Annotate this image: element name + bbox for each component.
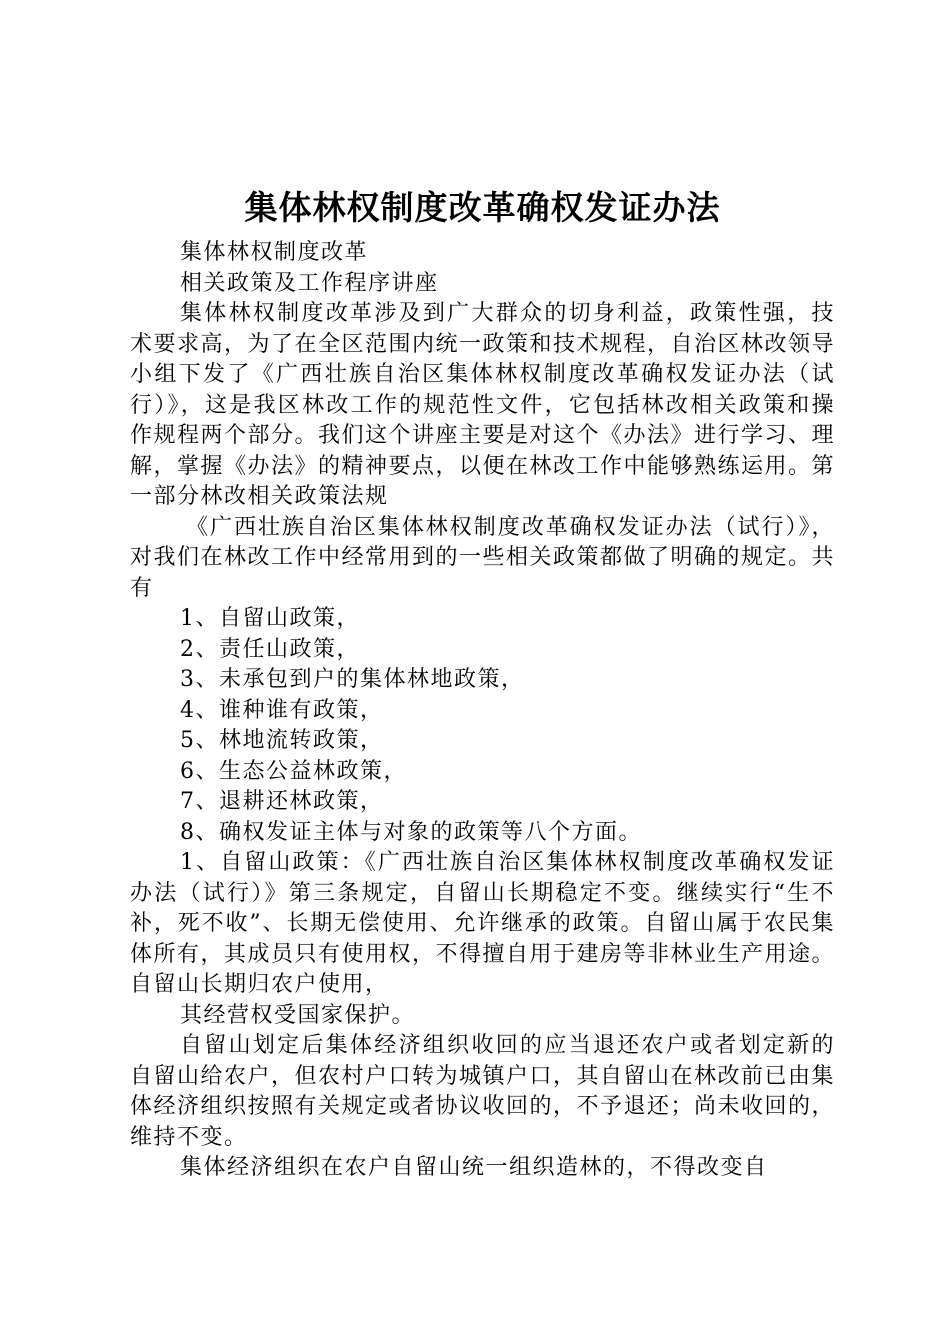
document-title: 集体林权制度改革确权发证办法 [244,188,721,227]
list-item: 3、未承包到户的集体林地政策， [180,667,525,692]
policy-paragraph: 自留山划定后集体经济组织收回的应当退还农户或者划定新的自留山给农户，但农村户口转为城镇户口，其自留山在林改前已由集体经济组织按照有关规定或者协议收回的，不予退还；尚未收回的，维持不变。 [130,1033,836,1150]
overview-paragraph: 《广西壮族自治区集体林权制度改革确权发证办法（试行）》，对我们在林改工作中经常用到的一些相关政策都做了明确的规定。共有 [130,514,836,601]
list-item: 8、确权发证主体与对象的政策等八个方面。 [180,819,642,845]
subtitle-line-2: 相关政策及工作程序讲座 [180,270,439,296]
document-body [130,238,835,1184]
list-item: 2、责任山政策， [180,636,360,662]
list-item: 1、自留山政策， [180,606,360,631]
list-item: 4、谁种谁有政策， [180,697,384,723]
list-item: 5、林地流转政策， [180,728,384,753]
policy-paragraph: 1、自留山政策：《广西壮族自治区集体林权制度改革确权发证办法（试行）》第三条规定，自留山长期稳定不变。继续实行“生不补，死不收”、长期无偿使用、允许继承的政策。自留山属于农民集体所有，其成员只有使用权，不得擅自用于建房等非林业生产用途。自留山长期归农户使用， [130,850,836,997]
list-item: 6、生态公益林政策， [180,758,407,784]
subtitle-line-1: 集体林权制度改革 [180,240,369,265]
policy-paragraph: 集体经济组织在农户自留山统一组织造林的，不得改变自 [180,1155,768,1180]
intro-paragraph: 集体林权制度改革涉及到广大群众的切身利益，政策性强，技术要求高，为了在全区范围内统一政策和技术规程，自治区林改领导小组下发了《广西壮族自治区集体林权制度改革确权发证办法（试行）》，这是我区林改工作的规范性文件，它包括林改相关政策和操作规程两个部分。我们这个讲座主要是对这个《办法》进行学习、理解，掌握《办法》的精神要点，以便在林改工作中能够熟练运用。第一部分林改相关政策法规 [130,301,836,509]
policy-paragraph: 其经营权受国家保护。 [180,1002,416,1028]
document-page [130,182,835,1184]
list-item: 7、退耕还林政策， [180,789,384,814]
